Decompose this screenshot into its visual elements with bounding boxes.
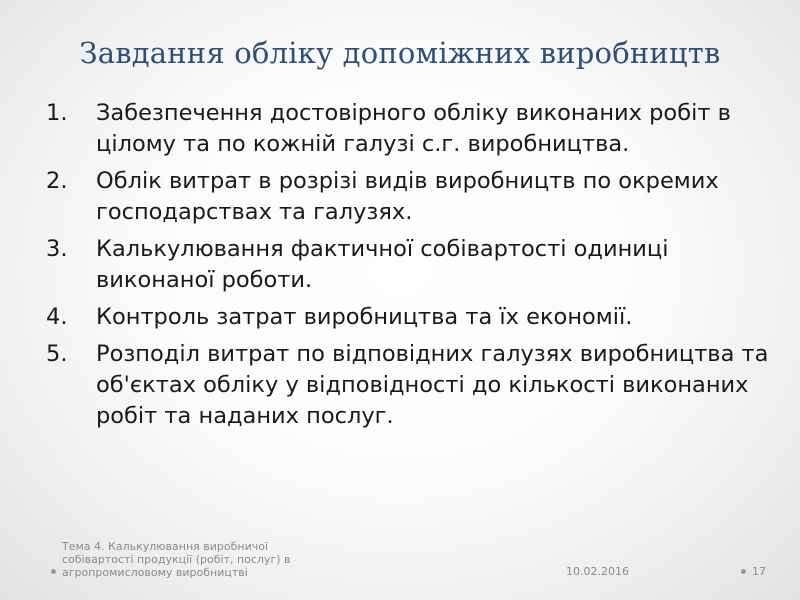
list-item [46, 302, 776, 333]
page-number: 17 [752, 565, 766, 578]
list-item-number: 3. [46, 236, 68, 262]
list-item-text: Розподіл витрат по відповідних галузях виробництва та об'єктах обліку у відповідності до кількості виконаних робіт та наданих послуг. [96, 341, 769, 429]
slide-title: Завдання обліку допоміжних виробництв [79, 36, 721, 70]
footer-bullet-dot [741, 569, 746, 574]
list-item-text: Контроль затрат виробництва та їх економії. [96, 304, 633, 330]
task-list [46, 98, 776, 438]
list-item-number: 4. [46, 304, 68, 330]
footer-bullet-dot [51, 569, 56, 574]
list-item-text: Забезпечення достовірного обліку виконаних робіт в цілому та по кожній галузі с.г. виробництва. [96, 100, 731, 157]
list-item-text: Калькулювання фактичної собівартості одиниці виконаної роботи. [96, 236, 669, 293]
footer-date: 10.02.2016 [566, 565, 629, 578]
footer-topic: Тема 4. Калькулювання виробничої собівартості продукції (робіт, послуг) в агропромисловому виробництві [62, 540, 291, 579]
list-item [46, 339, 776, 432]
list-item [46, 98, 776, 160]
list-item-number: 2. [46, 168, 68, 194]
list-item-text: Облік витрат в розрізі видів виробництв по окремих господарствах та галузях. [96, 168, 719, 225]
list-item-number: 1. [46, 100, 68, 126]
list-item-number: 5. [46, 341, 68, 367]
list-item [46, 166, 776, 228]
list-item [46, 234, 776, 296]
